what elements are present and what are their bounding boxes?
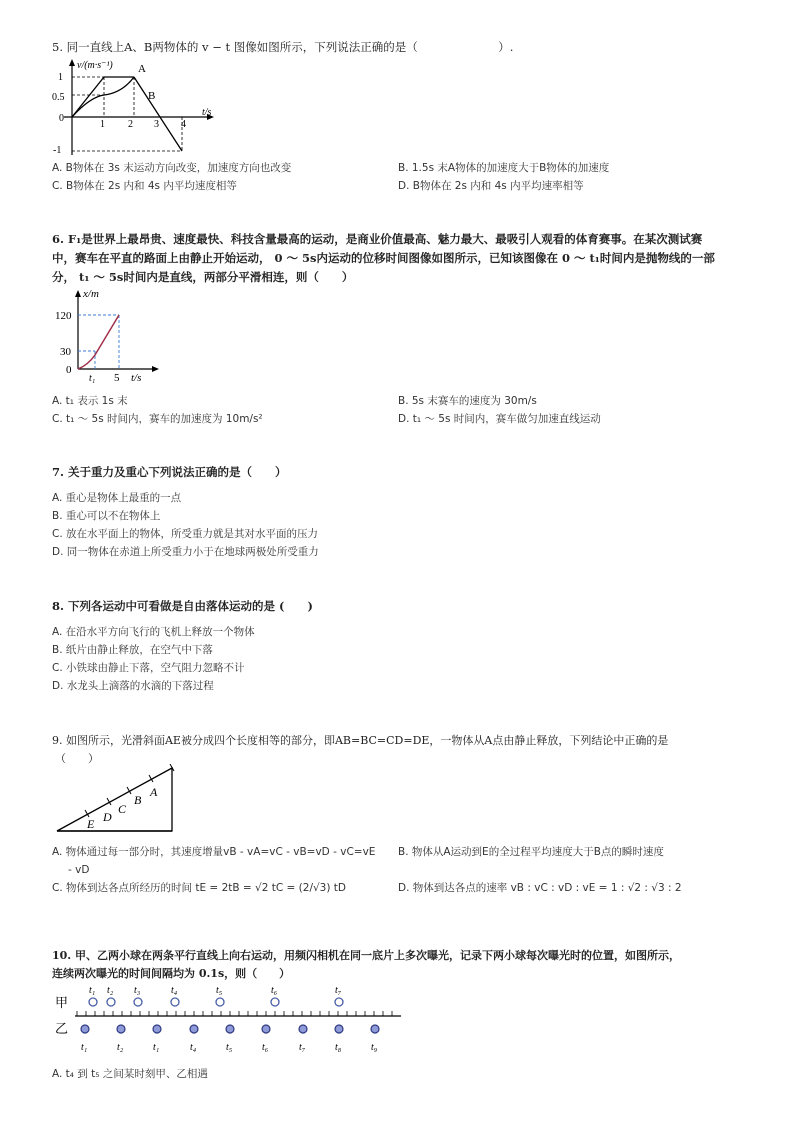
question-7-title: 7. 关于重力及重心下列说法正确的是（ ）: [52, 465, 287, 479]
q6-option-c[interactable]: C. t₁ ～ 5s 时间内，赛车的加速度为 10m/s²: [52, 413, 263, 425]
question-6-title-line3: 分， t₁ ～ 5s时间内是直线，两部分平滑相连，则（ ）: [52, 270, 354, 284]
q6-y-unit: x/m: [83, 288, 99, 300]
q10-ball-yi: [117, 1025, 125, 1033]
q7-option-a[interactable]: A. 重心是物体上最重的一点: [52, 492, 182, 504]
q10-bottom-label: t₉: [371, 1042, 378, 1053]
q5-ytick-05: 0.5: [52, 92, 65, 103]
q10-top-label: t₁: [89, 985, 96, 996]
q8-option-d[interactable]: D. 水龙头上滴落的水滴的下落过程: [52, 680, 214, 692]
q7-option-b[interactable]: B. 重心可以不在物体上: [52, 510, 161, 522]
q6-option-b[interactable]: B. 5s 末赛车的速度为 30m/s: [398, 395, 537, 407]
q10-ball-jia: [335, 998, 343, 1006]
q10-ball-jia: [107, 998, 115, 1006]
question-10-title-line1: 10. 甲、乙两小球在两条平行直线上向右运动，用频闪相机在同一底片上多次曝光，记录下两小球每次曝光时的位置，如图所示，: [52, 949, 680, 962]
q10-ball-jia: [89, 998, 97, 1006]
q7-option-c[interactable]: C. 放在水平面上的物体，所受重力就是其对水平面的压力: [52, 528, 319, 540]
q5-xtick-3: 3: [154, 119, 159, 130]
q6-xtick-t1: t₁: [89, 373, 96, 384]
q10-label-yi: 乙: [55, 1021, 69, 1036]
q6-x-unit: t/s: [131, 372, 142, 384]
q10-label-jia: 甲: [55, 995, 69, 1010]
q5-ytick-m1: -1: [53, 145, 62, 156]
q9-incline: [57, 768, 172, 831]
q5-ytick-0: 0: [59, 113, 64, 124]
q9-label-B: B: [134, 793, 142, 807]
q10-ball-yi: [299, 1025, 307, 1033]
q5-option-d[interactable]: D. B物体在 2s 内和 4s 内平均速率相等: [398, 180, 584, 192]
q5-vt-graph: [50, 55, 220, 160]
q9-label-A: A: [150, 785, 158, 799]
question-8-title: 8. 下列各运动中可看做是自由落体运动的是 ( ): [52, 599, 313, 613]
question-10-title-line2: 连续两次曝光的时间间隔均为 0.1s，则（ ）: [52, 967, 291, 980]
q10-ball-yi: [335, 1025, 343, 1033]
q5-y-unit: v/(m·s⁻¹): [77, 60, 113, 71]
q9-label-E: E: [87, 817, 95, 831]
q6-ytick-30: 30: [60, 346, 71, 358]
q10-ball-jia: [134, 998, 142, 1006]
q10-bottom-label: t₄: [190, 1042, 197, 1053]
q9-label-C: C: [118, 802, 127, 816]
q10-bottom-label: t₈: [335, 1042, 342, 1053]
q10-bottom-label: t₂: [117, 1042, 124, 1053]
q6-xtick-5: 5: [114, 372, 120, 384]
q10-bottom-label: t₁: [81, 1042, 88, 1053]
q10-bottom-label: t₇: [299, 1042, 306, 1053]
question-9-title-line2: （ ）: [55, 752, 99, 765]
question-5-title: 5. 同一直线上A、B两物体的 v − t 图像如图所示，下列说法正确的是（ ）.: [52, 40, 514, 54]
q7-option-d[interactable]: D. 同一物体在赤道上所受重力小于在地球两极处所受重力: [52, 546, 319, 558]
question-9-title-line1: 9. 如图所示，光滑斜面AE被分成四个长度相等的部分，即AB=BC=CD=DE，一物体从A点由静止释放，下列结论中正确的是: [52, 734, 669, 747]
q5-xtick-2: 2: [128, 119, 133, 130]
q8-option-b[interactable]: B. 纸片由静止释放，在空气中下落: [52, 644, 213, 656]
q6-option-d[interactable]: D. t₁ ～ 5s 时间内，赛车做匀加速直线运动: [398, 413, 601, 425]
question-6-title-line1: 6. F₁是世界上最昂贵、速度最快、科技含量最高的运动，是商业价值最高、魅力最大、最吸引人观看的体育赛事。在某次测试赛: [52, 232, 703, 246]
q6-curve: [78, 315, 119, 369]
q5-line-A: [72, 77, 134, 117]
q5-line-B-down: [134, 77, 182, 151]
q9-label-D: D: [103, 810, 112, 824]
q9-option-a-line1[interactable]: A. 物体通过每一部分时，其速度增量vB - vA=vC - vB=vD - vC=vE: [52, 846, 376, 858]
q5-label-A: A: [138, 63, 146, 75]
q6-ytick-0: 0: [66, 364, 72, 376]
q10-ball-yi: [226, 1025, 234, 1033]
q10-ball-jia: [271, 998, 279, 1006]
q10-ball-yi: [81, 1025, 89, 1033]
q8-option-a[interactable]: A. 在沿水平方向飞行的飞机上释放一个物体: [52, 626, 255, 638]
q10-strobe-figure: [55, 980, 405, 1058]
q9-option-d[interactable]: D. 物体到达各点的速率 vB : vC : vD : vE = 1 : √2 : √3 : 2: [398, 882, 682, 894]
q10-bottom-label: t₁: [153, 1042, 160, 1053]
q5-xtick-1: 1: [100, 119, 105, 130]
q5-option-a[interactable]: A. B物体在 3s 末运动方向改变，加速度方向也改变: [52, 162, 292, 174]
q9-option-a-line2: - vD: [68, 864, 90, 876]
question-6-title-line2: 中，赛车在平直的路面上由静止开始运动， 0 ～ 5s内运动的位移时间图像如图所示，已知该图像在 0 ～ t₁时间内是抛物线的一部: [52, 251, 715, 265]
q5-label-B: B: [148, 90, 156, 102]
q10-top-label: t₇: [335, 985, 342, 996]
q5-option-c[interactable]: C. B物体在 2s 内和 4s 内平均速度相等: [52, 180, 237, 192]
q5-xtick-4: 4: [181, 119, 186, 130]
q5-option-b[interactable]: B. 1.5s 末A物体的加速度大于B物体的加速度: [398, 162, 610, 174]
q5-ytick-1: 1: [58, 72, 63, 83]
q10-top-label: t₃: [134, 985, 141, 996]
q10-top-label: t₅: [216, 985, 223, 996]
q5-x-unit: t/s: [202, 107, 212, 118]
q10-top-label: t₆: [271, 985, 278, 996]
q10-bottom-label: t₆: [262, 1042, 269, 1053]
q6-ytick-120: 120: [55, 310, 72, 322]
q10-top-label: t₂: [107, 985, 114, 996]
q8-option-c[interactable]: C. 小铁球由静止下落，空气阻力忽略不计: [52, 662, 245, 674]
q10-option-a[interactable]: A. t₄ 到 t₅ 之间某时刻甲、乙相遇: [52, 1068, 208, 1080]
q10-ball-jia: [171, 998, 179, 1006]
q10-ball-yi: [262, 1025, 270, 1033]
q5-curve-B: [72, 77, 134, 117]
q6-option-a[interactable]: A. t₁ 表示 1s 末: [52, 395, 128, 407]
q10-ball-jia: [216, 998, 224, 1006]
q10-bottom-label: t₅: [226, 1042, 233, 1053]
q10-ball-yi: [371, 1025, 379, 1033]
q9-option-c[interactable]: C. 物体到达各点所经历的时间 tE = 2tB = √2 tC = (2/√3) tD: [52, 882, 346, 894]
q10-ball-yi: [153, 1025, 161, 1033]
q10-ball-yi: [190, 1025, 198, 1033]
q9-incline-figure: [52, 764, 177, 836]
q9-option-b[interactable]: B. 物体从A运动到E的全过程平均速度大于B点的瞬时速度: [398, 846, 664, 858]
q10-top-label: t₄: [171, 985, 178, 996]
q6-xt-graph: [55, 285, 165, 385]
